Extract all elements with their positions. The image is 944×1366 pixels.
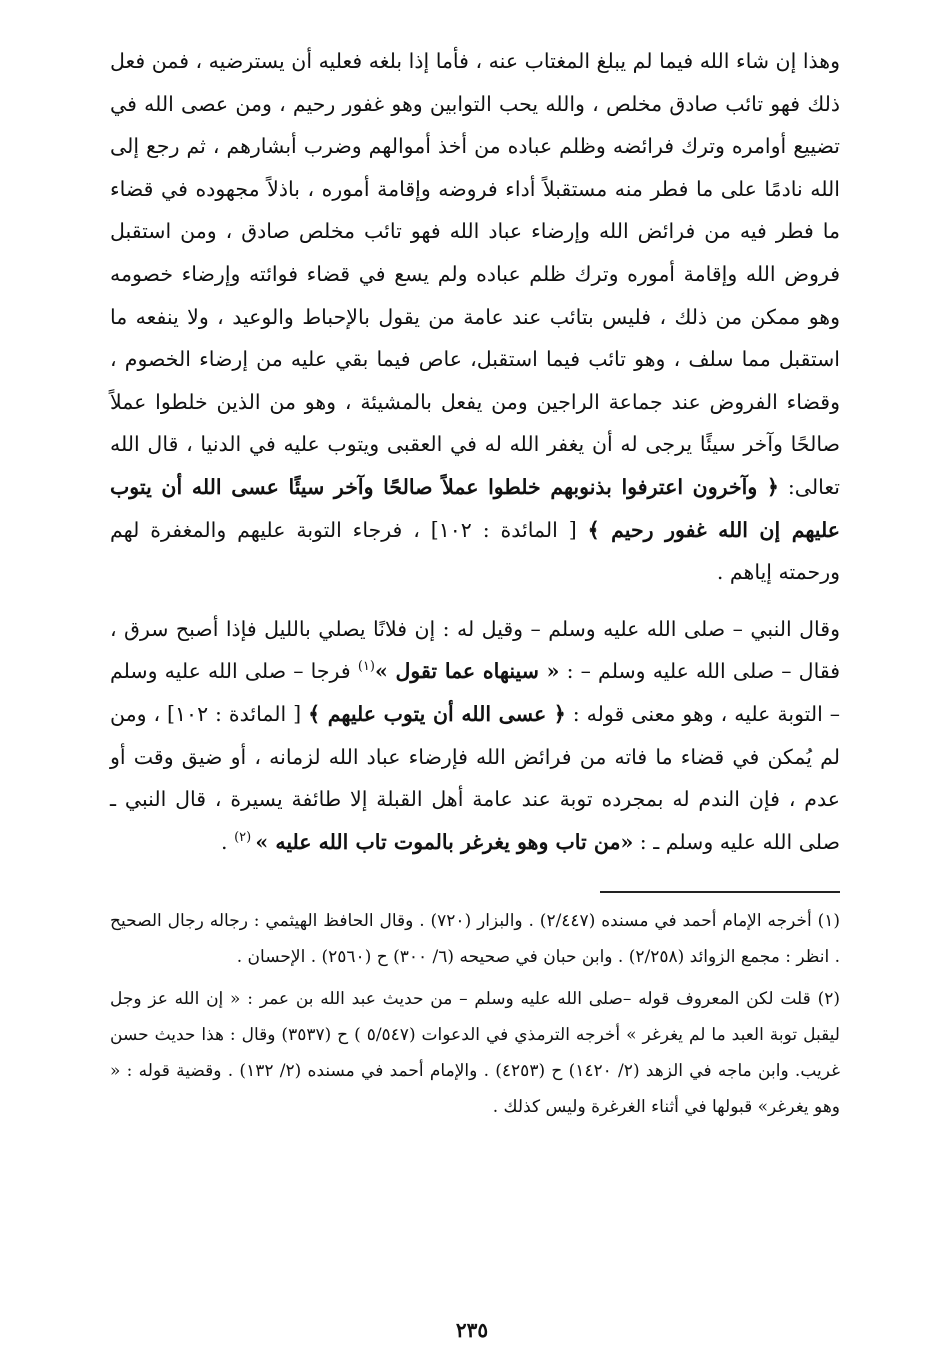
text-segment: وقال النبي – صلى الله عليه وسلم – وقيل له : إن فلانًا يصلي بالليل فإذا أصبح سرق ، فقال – صلى الله عليه وسلم – : xyxy=(110,616,840,684)
quote-text: «من تاب وهو يغرغر بالموت تاب الله عليه » xyxy=(255,829,634,854)
text-segment: وهذا إن شاء الله فيما لم يبلغ المغتاب عنه ، فأما إذا بلغه فعليه أن يسترضيه ، فمن فعل ذلك فهو تائب صادق مخلص ، والله يحب التوابين وهو غفور رحيم ، ومن عصى الله في تضييع أوامره وترك فرائضه وظلم عباده من أخذ أموالهم وضرب أبشارهم ، ثم رجع إلى الله نادمًا على ما فطر منه مستقبلاً أداء فروضه وإقامة أموره ، باذلاً مجهوده في قضاء ما فطر فيه من فرائض الله وإرضاء عباد الله فهو تائب مخلص صادق ، ومن استقبل فروض الله وإقامة أموره وترك ظلم عباده ولم يسع في قضاء فوائته وإرضاء خصومه وهو ممكن من ذلك ، فليس بتائب عند عامة من يقول بالإحباط والوعيد ، ولا ينفعه ما استقبل مما سلف ، وهو تائب فيما استقبل، عاص فيما بقي عليه من إرضاء الخصوم ، وقضاء الفروض عند جماعة الراجين ومن يفعل بالمشيئة ، وهو من الذين خلطوا عملاً صالحًا وآخر سيئًا يرجى له أن يغفر الله له في العقبى ويتوب عليه في الدنيا ، قال الله تعالى: xyxy=(110,49,840,499)
quote-text: ﴿ وآخرون اعترفوا بذنوبهم خلطوا عملاً صالحًا وآخر سيئًا عسى الله أن يتوب عليهم إن الله غفور رحيم ﴾ xyxy=(110,474,841,542)
paragraph xyxy=(110,40,840,594)
footnotes xyxy=(110,903,840,1125)
quote-text: ﴿ عسى الله أن يتوب عليهم ﴾ xyxy=(308,701,566,726)
paragraph xyxy=(110,608,840,864)
footnote-ref: (٢) xyxy=(234,829,256,845)
text-segment: . xyxy=(221,829,235,854)
quote-text: « سينهاه عما تقول » xyxy=(374,659,560,684)
main-text xyxy=(110,40,840,863)
footnote-ref: (١) xyxy=(357,659,375,675)
footnote-divider xyxy=(600,891,840,893)
footnote-2: (٢) قلت لكن المعروف قوله –صلى الله عليه وسلم – من حديث عبد الله بن عمر : « إن الله عز وجل ليقبل توبة العبد ما لم يغرغر » أخرجه الترمذي في الدعوات (٥/٥٤٧ ) ح (٣٥٣٧) وقال : هذا حديث حسن غريب. وابن ماجه في الزهد (٢/ ١٤٢٠) ح (٤٢٥٣) . والإمام أحمد في مسنده (٢/ ١٣٢) . وقضية قوله : « وهو يغرغر» قبولها في أثناء الغرغرة وليس كذلك . xyxy=(110,989,841,1118)
text-segment: [ المائدة : ١٠٢] ، ومن لم يُمكن في قضاء ما فاته من فرائض الله فإرضاء عباد الله لزمانه ، أو ضيق وقت أو عدم ، فإن الندم له بمجرده توبة عند عامة أهل القبلة إلا طائفة يسيرة ، قال النبي ـ صلى الله عليه وسلم ـ : xyxy=(110,701,840,854)
text-segment: [ المائدة : ١٠٢] ، فرجاء التوبة عليهم والمغفرة لهم ورحمته إياهم . xyxy=(110,517,840,585)
footnote-1: (١) أخرجه الإمام أحمد في مسنده (٢/٤٤٧) . والبزار (٧٢٠) . وقال الحافظ الهيثمي : رجاله رجال الصحيح . انظر : مجمع الزوائد (٢/٢٥٨) . وابن حبان في صحيحه (٦/ ٣٠٠) ح (٢٥٦٠) . الإحسان . xyxy=(110,911,841,968)
text-segment: فرجا – صلى الله عليه وسلم – التوبة عليه ، وهو معنى قوله : xyxy=(110,659,841,726)
page-number: ٢٣٥ xyxy=(455,1318,489,1342)
